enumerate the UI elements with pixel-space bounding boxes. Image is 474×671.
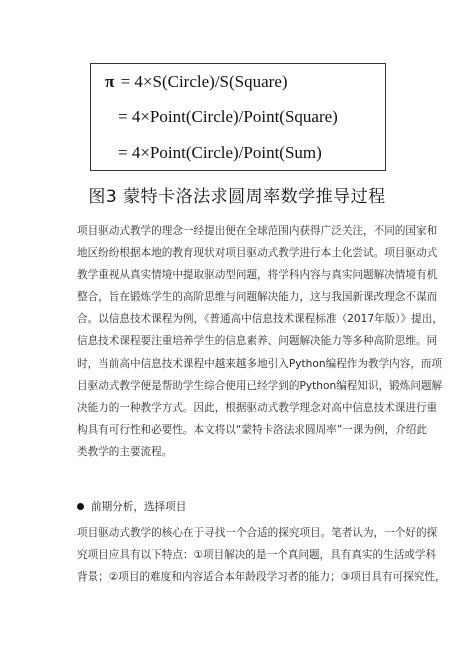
formula-box bbox=[90, 63, 386, 171]
text-line: 合。以信息技术课程为例，《普通高中信息技术课程标准（2017年版）》提出， bbox=[77, 313, 443, 326]
text-line: 整合，旨在锻炼学生的高阶思维与问题解决能力，这与我国新课改理念不谋而 bbox=[77, 291, 438, 304]
text-line: 构具有可行性和必要性。本文将以“蒙特卡洛法求圆周率”一课为例，介绍此 bbox=[77, 423, 427, 436]
formula-line-1-rhs: = 4×S(Circle)/S(Square) bbox=[116, 72, 288, 91]
text-line: 决能力的一种教学方式。因此，根据驱动式教学理念对高中信息技术课进行重 bbox=[77, 401, 438, 414]
section-heading bbox=[77, 496, 186, 518]
text-line: 项目驱动式教学的理念一经提出便在全球范围内获得广泛关注，不同的国家和 bbox=[77, 225, 438, 237]
section-heading-text: 前期分析，选择项目 bbox=[91, 501, 187, 513]
text-line: 究项目应具有以下特点：①项目解决的是一个真问题，具有真实的生活或学科 bbox=[77, 549, 437, 562]
text-line: 时，当前高中信息技术课程中越来越多地引入Python编程作为教学内容，而项 bbox=[77, 357, 443, 370]
paragraph-analysis bbox=[77, 522, 446, 588]
formula-line-2: = 4×Point(Circle)/Point(Square) bbox=[118, 107, 338, 126]
text-line: 信息技术课程要注重培养学生的信息素养、问题解决能力等多种高阶思维。同 bbox=[77, 335, 438, 348]
formula-line-3: = 4×Point(Circle)/Point(Sum) bbox=[118, 143, 322, 162]
text-line: 类教学的主要流程。 bbox=[77, 445, 173, 458]
text-line: 项目驱动式教学的核心在于寻找一个合适的探究项目。笔者认为，一个好的探 bbox=[77, 527, 438, 539]
figure-caption: 图3 蒙特卡洛法求圆周率数学推导过程 bbox=[88, 187, 386, 207]
pi-symbol: π bbox=[105, 72, 115, 91]
text-line: 地区纷纷根据本地的教育现状对项目驱动式教学进行本土化尝试。项目驱动式 bbox=[77, 247, 438, 260]
text-line: 目驱动式教学便是帮助学生综合使用已经学到的Python编程知识，锻炼问题解 bbox=[77, 379, 443, 392]
text-line: 背景；②项目的难度和内容适合本年龄段学习者的能力；③项目具有可探究性， bbox=[77, 571, 446, 584]
formula-line-1 bbox=[105, 72, 288, 92]
paragraph-intro bbox=[77, 220, 443, 463]
text-line: 教学重视从真实情境中提取驱动型问题，将学科内容与真实问题解决情境有机 bbox=[77, 269, 438, 282]
bullet-icon bbox=[77, 503, 84, 510]
